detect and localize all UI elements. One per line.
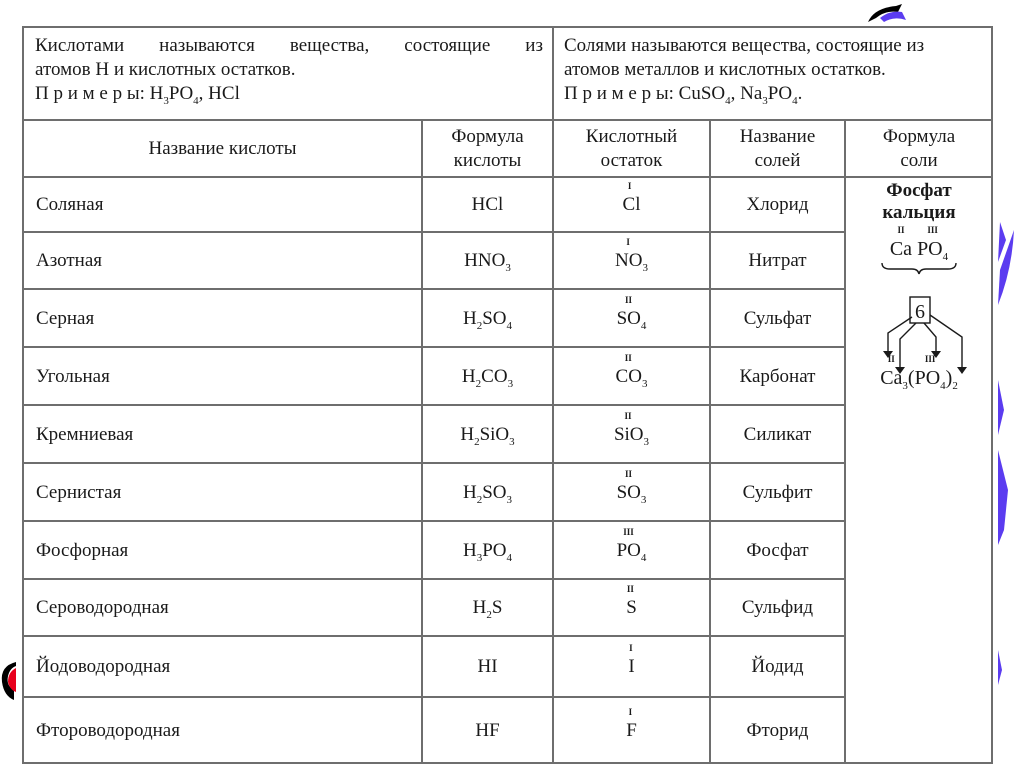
acid-formula: [464, 250, 511, 272]
formula-subscript: 3: [642, 262, 648, 274]
lcm-value: 6: [915, 301, 925, 323]
formula-part: HCl: [471, 194, 504, 215]
acid-name: Фосфорная: [36, 539, 129, 561]
formula-subscript: 3: [163, 95, 169, 107]
acid-formula-cell: [423, 522, 552, 579]
formula-part: SiO: [613, 423, 644, 445]
residue-valence: I: [629, 643, 633, 653]
acid-name-cell: [24, 637, 421, 697]
formula-part: HI: [477, 656, 498, 677]
cation-valence: II: [897, 225, 905, 235]
header-salt-formula: [846, 121, 992, 176]
decorative-swirl-right: [994, 210, 1024, 700]
residue-cell: [554, 637, 709, 697]
header-residue: [554, 121, 709, 176]
acid-formula-cell: [423, 580, 552, 636]
formula-part: SiO: [479, 423, 510, 445]
cation-symbol: Ca: [889, 238, 913, 260]
header-line: солей: [754, 149, 801, 171]
acids-examples-label: П р и м е р ы:: [35, 83, 145, 104]
salt-name-cell: [711, 698, 844, 764]
salt-example-result: [846, 354, 992, 392]
salts-definition-line1: Солями называются вещества, состоящие из: [564, 35, 925, 56]
formula-subscript: 3: [476, 551, 483, 564]
formula-subscript: 3: [762, 95, 768, 107]
salt-name-cell: [711, 178, 844, 232]
formula-part: SO: [482, 307, 507, 329]
salt-example-title-line2: кальция: [882, 202, 956, 223]
formula-part: S: [491, 597, 503, 618]
residue-cell: [554, 290, 709, 347]
formula-part: , HCl: [198, 83, 240, 104]
salt-name-cell: [711, 348, 844, 405]
residue-cell: [554, 522, 709, 579]
formula-subscript: 4: [506, 551, 513, 564]
decorative-swirl-top: [862, 0, 918, 28]
salt-name: Йодид: [751, 656, 804, 677]
brace-and-arrows-diagram: [846, 261, 992, 381]
salt-example-ions: [846, 225, 992, 263]
formula-part: S: [626, 597, 637, 618]
acid-name-cell: [24, 522, 421, 579]
formula-part: I: [628, 656, 635, 677]
formula-part: H: [472, 597, 487, 618]
acid-formula-cell: [423, 637, 552, 697]
residue-valence: II: [624, 294, 633, 305]
formula-part: NO: [615, 250, 643, 271]
formula-subscript: 3: [509, 435, 515, 448]
acid-formula: [477, 656, 497, 678]
header-acid-name-label: Название кислоты: [148, 137, 297, 159]
acid-name: Сернистая: [36, 481, 122, 503]
salt-name: Карбонат: [739, 365, 816, 387]
formula-part: H: [462, 307, 477, 329]
acid-formula-cell: [423, 290, 552, 347]
formula-subscript: 4: [792, 95, 798, 107]
residue: [616, 294, 647, 332]
acid-formula: [472, 194, 504, 216]
salt-name-cell: [711, 233, 844, 289]
acid-name: Сероводородная: [36, 597, 169, 618]
acid-name: Йодоводородная: [36, 656, 171, 677]
residue-cell: [554, 698, 709, 764]
result-anion-inner-sub: 4: [940, 380, 946, 392]
result-cation-valence: II: [887, 354, 895, 364]
formula-subscript: 4: [640, 319, 647, 332]
salt-name-cell: [711, 464, 844, 521]
formula-subscript: 3: [506, 493, 513, 506]
acid-name: Угольная: [36, 365, 110, 387]
acid-formula: [475, 720, 499, 742]
salts-examples-label: П р и м е р ы:: [564, 83, 674, 104]
acid-name: Серная: [36, 307, 95, 329]
result-anion: [907, 354, 953, 392]
formula-subscript: 4: [506, 319, 513, 332]
acids-examples: [35, 82, 543, 106]
formula-part: CO: [615, 365, 642, 387]
formula-part: HF: [475, 720, 500, 741]
residue: [628, 643, 635, 678]
anion: [917, 225, 949, 263]
formula-part: H: [461, 365, 476, 387]
formula-subscript: 2: [475, 377, 482, 390]
salts-definition: [564, 34, 989, 106]
residue: [626, 707, 637, 742]
salt-name: Сульфат: [743, 307, 812, 329]
acid-name: Фтороводородная: [36, 720, 180, 741]
acid-name: Кремниевая: [36, 423, 134, 445]
anion-valence: III: [927, 225, 938, 235]
acid-formula-cell: [423, 698, 552, 764]
salt-name: Фосфат: [746, 539, 809, 561]
formula-subscript: 2: [476, 493, 483, 506]
header-line: соли: [900, 149, 938, 171]
salt-name-cell: [711, 522, 844, 579]
salt-name-cell: [711, 637, 844, 697]
header-line: кислоты: [453, 149, 522, 171]
header-acid-formula: [423, 121, 552, 176]
formula-part: H: [460, 423, 475, 445]
residue-cell: [554, 406, 709, 463]
residue-valence: I: [626, 237, 630, 247]
formula-subscript: 4: [725, 95, 731, 107]
acid-formula-cell: [423, 348, 552, 405]
acid-formula-cell: [423, 406, 552, 463]
cation: [889, 225, 913, 261]
salt-formula-example: [846, 180, 992, 390]
acid-formula: [463, 482, 512, 504]
header-line: Название: [739, 125, 816, 147]
acids-examples-formulas: [149, 83, 240, 107]
formula-subscript: 2: [474, 435, 480, 448]
formula-part: PO: [482, 539, 507, 561]
salt-name: Фторид: [746, 720, 809, 741]
word: называются: [159, 35, 255, 56]
salt-name: Нитрат: [748, 250, 807, 271]
formula-part: H: [462, 539, 477, 561]
residue-valence: II: [626, 584, 634, 594]
decorative-swirl-left: [0, 660, 20, 702]
salt-name-cell: [711, 290, 844, 347]
salt-example-title-line1: Фосфат: [886, 180, 952, 201]
acid-formula-cell: [423, 178, 552, 232]
residue-cell: [554, 348, 709, 405]
formula-part: .: [797, 83, 803, 104]
formula-subscript: 4: [640, 551, 647, 564]
residue: [626, 584, 637, 619]
residue-cell: [554, 464, 709, 521]
residue: [613, 410, 650, 448]
acid-name-cell: [24, 178, 421, 232]
acid-formula: [460, 424, 514, 446]
acid-name: Азотная: [36, 250, 103, 271]
acids-definition-line2: атомов Н и кислотных остатков.: [35, 59, 296, 80]
formula-subscript: 4: [193, 95, 199, 107]
residue-valence: II: [624, 468, 633, 479]
result-cation-sub: 3: [902, 380, 908, 392]
residue-cell: [554, 178, 709, 232]
acids-definition-line1: [35, 34, 543, 58]
acid-name-cell: [24, 348, 421, 405]
salts-examples: [564, 82, 989, 106]
word: из: [525, 35, 543, 56]
acid-name-cell: [24, 233, 421, 289]
formula-part: PO: [616, 539, 641, 561]
residue: [615, 352, 648, 390]
residue: [616, 468, 647, 506]
acid-name-cell: [24, 464, 421, 521]
word: состоящие: [404, 35, 491, 56]
header-line: Кислотный: [585, 125, 678, 147]
formula-subscript: 2: [486, 609, 492, 621]
formula-part: F: [626, 720, 637, 741]
residue-cell: [554, 233, 709, 289]
formula-part: H: [149, 83, 164, 104]
acid-name-cell: [24, 290, 421, 347]
residue-cell: [554, 580, 709, 636]
salt-name-cell: [711, 406, 844, 463]
formula-subscript: 3: [641, 377, 648, 390]
salts-examples-formulas: [678, 83, 803, 107]
acid-name-cell: [24, 698, 421, 764]
residue: [616, 526, 647, 564]
header-acid-name: [24, 121, 421, 176]
header-salt-name: [711, 121, 844, 176]
header-line: Формула: [451, 125, 524, 147]
result-cation-symbol: Ca: [880, 367, 903, 389]
underbrace: [882, 263, 956, 274]
formula-subscript: 3: [507, 377, 514, 390]
header-line: остаток: [600, 149, 663, 171]
acid-name-cell: [24, 406, 421, 463]
formula-part: SO: [616, 307, 641, 329]
residue: [622, 181, 641, 216]
residue-valence: III: [623, 526, 634, 537]
formula-subscript: 3: [640, 493, 647, 506]
salt-name: Сульфид: [741, 597, 814, 618]
header-line: Формула: [882, 125, 956, 147]
formula-part: CO: [481, 365, 508, 387]
salt-name: Силикат: [743, 423, 812, 445]
salt-name: Хлорид: [746, 194, 809, 215]
residue: [615, 237, 648, 274]
word: Кислотами: [35, 35, 125, 56]
anion-symbol: PO: [917, 238, 943, 260]
result-anion-valence: III: [924, 354, 936, 364]
acid-name-cell: [24, 580, 421, 636]
formula-part: PO: [168, 83, 194, 104]
acid-formula: [463, 540, 512, 562]
residue-valence: I: [628, 707, 633, 717]
result-anion-open: (PO: [907, 367, 941, 389]
acid-formula: [463, 308, 512, 330]
formula-part: H: [462, 481, 477, 503]
salt-name: Сульфит: [742, 481, 813, 503]
result-anion-sub: 2: [952, 380, 958, 392]
anion-sub: 4: [942, 251, 949, 263]
formula-part: PO: [767, 83, 793, 104]
acid-name: Соляная: [36, 194, 104, 215]
salts-definition-line2: атомов металлов и кислотных остатков.: [564, 59, 886, 80]
acid-formula: [462, 366, 513, 388]
result-cation: [880, 354, 903, 390]
residue-valence: I: [627, 181, 632, 191]
residue-valence: II: [624, 352, 632, 363]
acid-formula-cell: [423, 233, 552, 289]
formula-subscript: 3: [643, 435, 650, 448]
word: вещества,: [289, 35, 370, 56]
formula-part: SO: [616, 481, 641, 503]
formula-part: CuSO: [678, 83, 726, 104]
formula-subscript: 2: [476, 319, 483, 332]
acids-definition: [35, 34, 543, 106]
result-anion-close: ): [945, 367, 953, 389]
formula-part: Cl: [622, 194, 641, 215]
acid-formula: [473, 597, 503, 619]
salt-name-cell: [711, 580, 844, 636]
formula-subscript: 3: [505, 262, 511, 274]
formula-part: SO: [482, 481, 507, 503]
formula-part: HNO: [464, 250, 506, 271]
residue-valence: II: [624, 410, 632, 421]
formula-part: , Na: [730, 83, 763, 104]
acid-formula-cell: [423, 464, 552, 521]
